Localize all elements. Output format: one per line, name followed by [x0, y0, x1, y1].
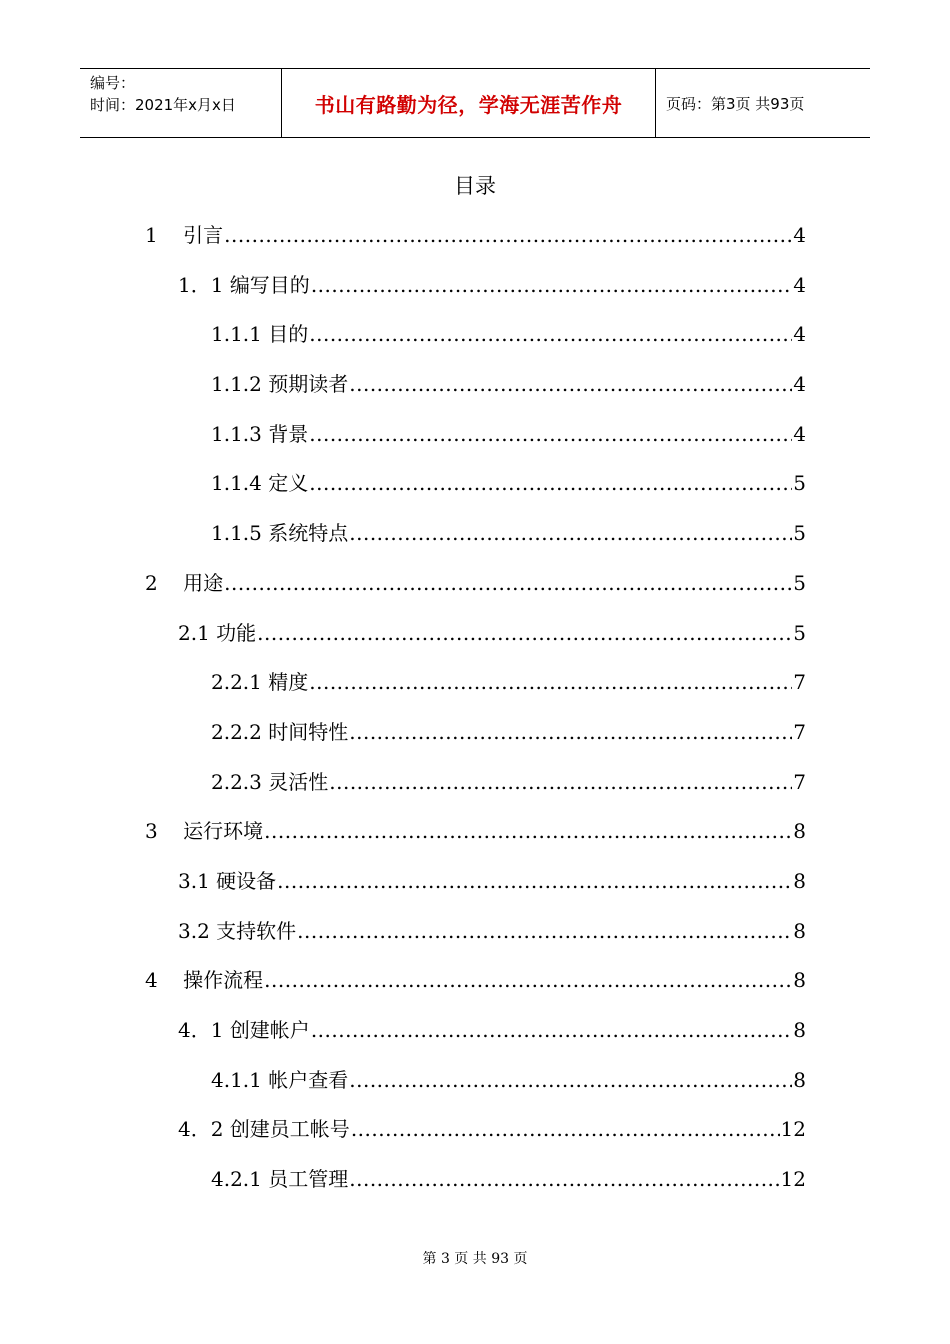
toc-leader-dots	[309, 420, 792, 448]
toc-entry[interactable]	[145, 917, 806, 967]
toc-entry-separator	[158, 966, 183, 994]
toc-leader-dots	[311, 271, 792, 299]
toc-entry-number: 1.1.5	[211, 521, 262, 546]
toc-entry[interactable]	[145, 619, 806, 669]
toc-entry-number: 3.2	[178, 918, 210, 943]
toc-entry-page: 4	[793, 322, 806, 347]
toc-entry-separator	[158, 221, 183, 249]
toc-entry-title: 灵活性	[268, 769, 329, 794]
toc-entry-number: 3	[145, 819, 158, 844]
toc-entry-title: 创建帐户	[229, 1018, 310, 1042]
toc-entry[interactable]	[145, 221, 806, 271]
toc-entry-page: 4	[793, 372, 806, 397]
toc-entry-number: 1.1.4	[211, 471, 262, 496]
toc-leader-dots	[311, 1016, 792, 1044]
toc-entry-title: 员工管理	[268, 1167, 349, 1192]
toc-entry-title: 编写目的	[229, 272, 310, 297]
header-time-label: 时间：2021年x月x日	[90, 96, 236, 114]
table-of-contents	[145, 221, 806, 1215]
toc-entry-page: 7	[793, 769, 806, 794]
toc-entry-page: 4	[793, 421, 806, 446]
toc-entry-page: 7	[793, 670, 806, 695]
toc-entry-title: 操作流程	[183, 968, 264, 993]
toc-entry-number: 1.1.3	[211, 421, 262, 446]
toc-entry-number: 2.2.1	[211, 670, 262, 695]
toc-entry-number: 4．2	[178, 1117, 224, 1142]
page-footer: 第 3 页 共 93 页	[422, 1251, 528, 1267]
toc-entry-page: 7	[793, 719, 806, 744]
toc-leader-dots	[349, 519, 792, 547]
toc-entry-number: 2.2.2	[211, 719, 262, 744]
page-header	[80, 68, 870, 138]
toc-entry-number: 2	[145, 570, 158, 595]
toc-leader-dots	[257, 619, 792, 647]
toc-entry[interactable]	[145, 320, 806, 370]
toc-entry-title: 硬设备	[216, 868, 277, 893]
toc-entry[interactable]	[145, 519, 806, 569]
toc-leader-dots	[277, 867, 792, 895]
toc-entry[interactable]	[145, 469, 806, 519]
toc-entry-page: 12	[780, 1167, 806, 1192]
header-page-info: 页码：第3页 共93页	[666, 94, 805, 113]
toc-entry-page: 4	[793, 223, 806, 247]
toc-leader-dots	[351, 1115, 780, 1143]
toc-leader-dots	[264, 966, 792, 994]
toc-leader-dots	[329, 768, 792, 796]
toc-entry-title: 精度	[268, 670, 309, 695]
toc-entry-separator	[158, 817, 183, 845]
toc-leader-dots	[224, 221, 792, 249]
toc-entry-title: 帐户查看	[268, 1067, 349, 1092]
toc-entry[interactable]	[145, 768, 806, 818]
toc-entry[interactable]	[145, 271, 806, 321]
toc-leader-dots	[349, 718, 792, 746]
toc-entry-title: 背景	[268, 421, 309, 446]
toc-entry-number: 3.1	[178, 868, 210, 893]
toc-entry[interactable]	[145, 1066, 806, 1116]
toc-entry[interactable]	[145, 817, 806, 867]
toc-entry-title: 创建员工帐号	[229, 1117, 350, 1142]
toc-entry[interactable]	[145, 867, 806, 917]
toc-entry-title: 时间特性	[268, 719, 349, 744]
toc-entry-page: 4	[793, 272, 806, 297]
toc-entry-title: 功能	[216, 620, 257, 645]
toc-entry-number: 2.2.3	[211, 769, 262, 794]
toc-leader-dots	[297, 917, 792, 945]
toc-entry-number: 4.2.1	[211, 1167, 262, 1192]
toc-entry[interactable]	[145, 1016, 806, 1066]
toc-entry-page: 8	[793, 1067, 806, 1092]
toc-entry-page: 12	[780, 1117, 806, 1142]
toc-entry-separator	[158, 569, 183, 597]
toc-entry-number: 2.1	[178, 620, 210, 645]
toc-entry-title: 引言	[183, 223, 224, 247]
toc-entry-page: 5	[793, 570, 806, 595]
toc-entry-number: 4．1	[178, 1018, 224, 1042]
toc-leader-dots	[264, 817, 792, 845]
toc-entry-title: 支持软件	[216, 918, 297, 943]
toc-entry[interactable]	[145, 718, 806, 768]
toc-entry-title: 目的	[268, 322, 309, 347]
toc-entry-page: 8	[793, 1018, 806, 1042]
toc-entry-page: 8	[793, 968, 806, 993]
header-motto: 书山有路勤为径，学海无涯苦作舟	[281, 69, 656, 137]
header-meta	[80, 69, 281, 137]
toc-entry-number: 1	[145, 223, 158, 247]
toc-entry-page: 5	[793, 471, 806, 496]
toc-entry[interactable]	[145, 966, 806, 1016]
toc-entry[interactable]	[145, 1115, 806, 1165]
toc-entry-title: 用途	[183, 570, 224, 595]
toc-leader-dots	[309, 668, 792, 696]
header-number-label: 编号：	[90, 74, 136, 92]
toc-entry-number: 4.1.1	[211, 1067, 262, 1092]
toc-entry[interactable]	[145, 569, 806, 619]
toc-entry-page: 8	[793, 868, 806, 893]
toc-entry-number: 1.1.2	[211, 372, 262, 397]
toc-entry-title: 预期读者	[268, 372, 349, 397]
toc-entry-number: 1．1	[178, 272, 224, 297]
toc-leader-dots	[224, 569, 792, 597]
toc-leader-dots	[309, 320, 792, 348]
toc-entry[interactable]	[145, 1165, 806, 1215]
toc-entry[interactable]	[145, 370, 806, 420]
toc-entry-page: 8	[793, 819, 806, 844]
toc-title: 目录	[454, 174, 496, 198]
toc-leader-dots	[349, 1066, 792, 1094]
toc-entry-page: 5	[793, 521, 806, 546]
toc-entry-number: 4	[145, 968, 158, 993]
toc-leader-dots	[309, 469, 792, 497]
toc-entry-number: 1.1.1	[211, 322, 262, 347]
toc-entry[interactable]	[145, 420, 806, 470]
toc-entry-page: 5	[793, 620, 806, 645]
toc-leader-dots	[349, 370, 792, 398]
toc-leader-dots	[349, 1165, 779, 1193]
toc-entry-page: 8	[793, 918, 806, 943]
toc-entry-title: 系统特点	[268, 521, 349, 546]
toc-entry-title: 运行环境	[183, 819, 264, 844]
toc-entry[interactable]	[145, 668, 806, 718]
toc-entry-title: 定义	[268, 471, 309, 496]
